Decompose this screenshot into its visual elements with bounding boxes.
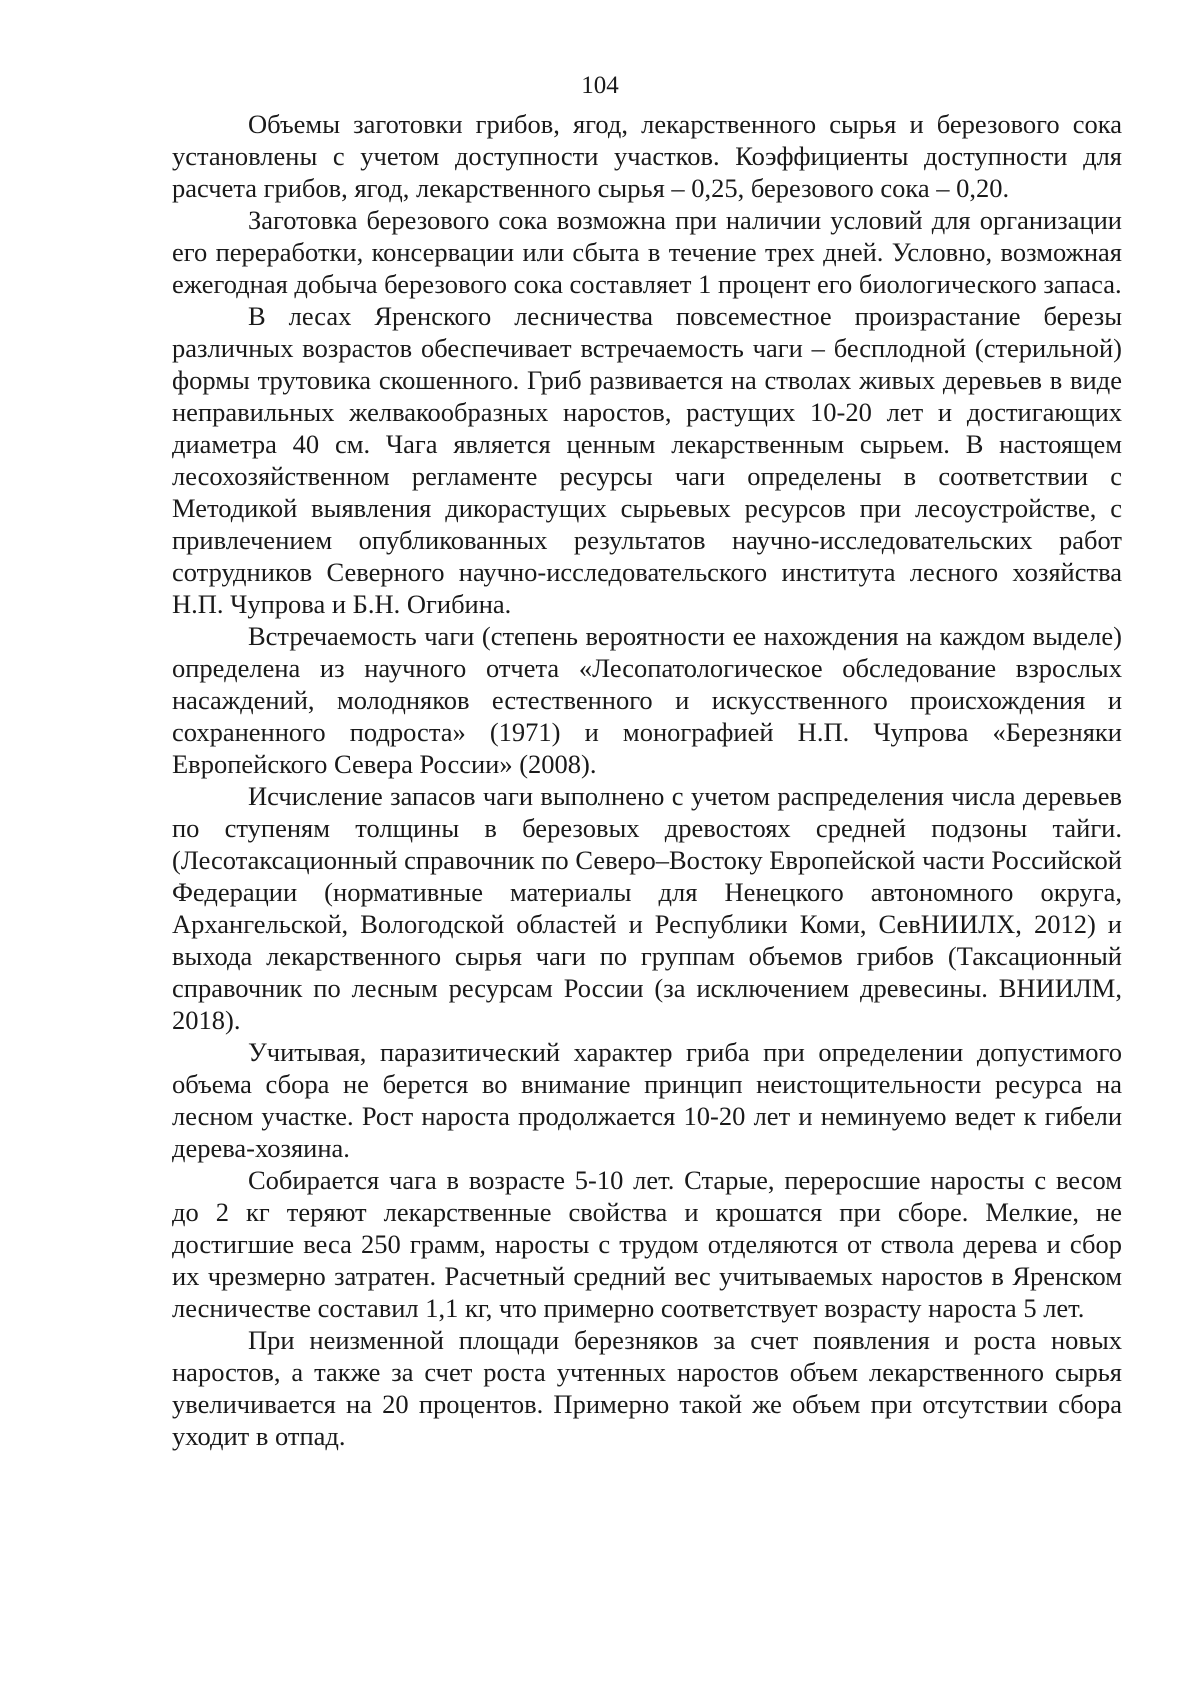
paragraph-birch-sap: Заготовка березового сока возможна при наличии условий для организации его переработки, консервации или сбыта в течение трех дней. Условно, возможная ежегодная добыча березового сока составляет 1 процент его биологического запаса. xyxy=(172,205,1122,299)
paragraph-volume-increase: При неизменной площади березняков за счет появления и роста новых наростов, а также за счет роста учтенных наростов объем лекарственного сырья увеличивается на 20 процентов. Примерно такой же объем при отсутствии сбора уходит в отпад. xyxy=(172,1325,1122,1451)
page-number: 104 xyxy=(581,72,619,99)
document-body xyxy=(172,108,1122,1452)
paragraph-parasitic-nature: Учитывая, паразитический характер гриба при определении допустимого объема сбора не берется во внимание принцип неистощительности ресурса на лесном участке. Рост нароста продолжается 10-20 лет и неминуемо ведет к гибели дерева-хозяина. xyxy=(172,1037,1122,1163)
paragraph-chaga-frequency: Встречаемость чаги (степень вероятности ее нахождения на каждом выделе) определена из научного отчета «Лесопатологическое обследование взрослых насаждений, молодняков естественного и искусственного происхождения и сохраненного подроста» (1971) и монографией Н.П. Чупрова «Березняки Европейского Севера России» (2008). xyxy=(172,621,1122,779)
paragraph-harvest-volumes: Объемы заготовки грибов, ягод, лекарственного сырья и березового сока установлены с учетом доступности участков. Коэффициенты доступности для расчета грибов, ягод, лекарственного сырья – 0,25, березового сока – 0,20. xyxy=(172,109,1122,203)
paragraph-chaga-occurrence: В лесах Яренского лесничества повсеместное произрастание березы различных возрастов обеспечивает встречаемость чаги – бесплодной (стерильной) формы трутовика скошенного. Гриб развивается на стволах живых деревьев в виде неправильных желвакообразных наростов, растущих 10-20 лет и достигающих диаметра 40 см. Чага является ценным лекарственным сырьем. В настоящем лесохозяйственном регламенте ресурсы чаги определены в соответствии с Методикой выявления дикорастущих сырьевых ресурсов при лесоустройстве, с привлечением опубликованных результатов научно-исследовательских работ сотрудников Северного научно-исследовательского института лесного хозяйства Н.П. Чупрова и Б.Н. Огибина. xyxy=(172,301,1122,619)
paragraph-chaga-collection: Собирается чага в возрасте 5-10 лет. Старые, переросшие наросты с весом до 2 кг теряют лекарственные свойства и крошатся при сборе. Мелкие, не достигшие веса 250 грамм, наросты с трудом отделяются от ствола дерева и сбор их чрезмерно затратен. Расчетный средний вес учитываемых наростов в Яренском лесничестве составил 1,1 кг, что примерно соответствует возрасту нароста 5 лет. xyxy=(172,1165,1122,1323)
paragraph-chaga-reserves: Исчисление запасов чаги выполнено с учетом распределения числа деревьев по ступеням толщины в березовых древостоях средней подзоны тайги. (Лесотаксационный справочник по Северо–Востоку Европейской части Российской Федерации (нормативные материалы для Ненецкого автономного округа, Архангельской, Вологодской областей и Республики Коми, СевНИИЛХ, 2012) и выхода лекарственного сырья чаги по группам объемов грибов (Таксационный справочник по лесным ресурсам России (за исключением древесины. ВНИИЛМ, 2018). xyxy=(172,781,1122,1035)
